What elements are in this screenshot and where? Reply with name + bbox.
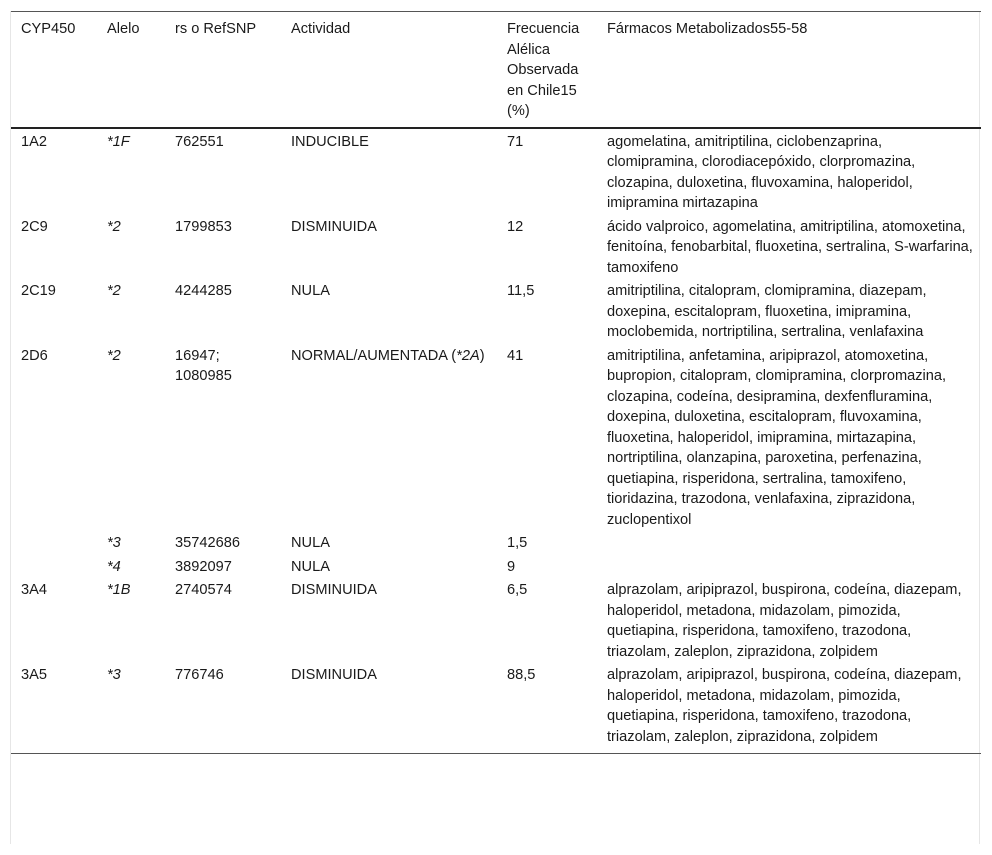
cell-farmacos: amitriptilina, citalopram, clomipramina, diazepam, doxepina, escitalopram, fluoxetina, imipramina, moclobemida, nortriptilina, sertralina, venlafaxina xyxy=(607,283,927,340)
table-header xyxy=(11,12,981,128)
cell-frecuencia: 41 xyxy=(507,347,524,364)
cell-frecuencia: 1,5 xyxy=(507,535,528,551)
cell-farmacos: ácido valproico, agomelatina, amitriptilina, atomoxetina, fenitoína, fenobarbital, fluoxetina, sertralina, S-warfarina, tamoxifeno xyxy=(607,218,973,276)
cell-actividad xyxy=(281,555,497,579)
table-container xyxy=(10,11,980,844)
actividad-value: DISMINUIDA xyxy=(291,218,377,235)
header-actividad: Actividad xyxy=(281,12,497,128)
cell-farmacos xyxy=(597,531,981,555)
cell-farmacos: agomelatina, amitriptilina, ciclobenzaprina, clomipramina, clorodiacepóxido, clorpromazina, clozapina, duloxetina, fluvoxamina, haloperidol, imipramina mirtazapina xyxy=(607,133,916,211)
cell-frecuencia: 88,5 xyxy=(497,663,597,754)
cell-alelo: *2 xyxy=(107,347,121,364)
cell-alelo: *3 xyxy=(97,663,165,754)
header-alelo: Alelo xyxy=(97,12,165,128)
actividad-value: NORMAL/AUMENTADA xyxy=(291,347,448,364)
actividad-value: NULA xyxy=(291,558,330,575)
cell-rs: 16947; 1080985 xyxy=(175,347,232,384)
cell-cyp450: 2D6 xyxy=(21,347,48,364)
actividad-value: NULA xyxy=(291,283,330,299)
table-row xyxy=(11,663,981,754)
cell-alelo: *2 xyxy=(107,283,121,299)
cell-cyp450: 2C19 xyxy=(21,283,56,299)
cell-rs: 1799853 xyxy=(175,218,232,235)
cell-alelo: *1F xyxy=(107,133,130,150)
cell-cyp450: 3A4 xyxy=(21,582,47,598)
cell-frecuencia: 9 xyxy=(507,558,516,575)
cell-farmacos xyxy=(597,555,981,579)
table-row xyxy=(11,279,981,344)
cell-rs: 35742686 xyxy=(175,535,240,551)
header-cyp450: CYP450 xyxy=(11,12,97,128)
cell-actividad xyxy=(281,128,497,215)
cell-cyp450: 2C9 xyxy=(21,218,48,235)
cell-actividad: NORMAL/AUMENTADA (*2A) xyxy=(291,347,485,364)
table-row xyxy=(11,555,981,579)
cell-alelo: *4 xyxy=(107,558,121,575)
cell-actividad xyxy=(281,578,497,663)
table-row xyxy=(11,215,981,280)
cell-actividad xyxy=(281,663,497,754)
header-farmacos: Fármacos Metabolizados55-58 xyxy=(597,12,981,128)
cyp450-table xyxy=(11,11,981,754)
table-row xyxy=(11,128,981,215)
cell-alelo: *1B xyxy=(107,582,131,598)
table-row xyxy=(11,578,981,663)
actividad-value: DISMINUIDA xyxy=(291,582,377,598)
cell-frecuencia: 12 xyxy=(507,218,524,235)
cell-farmacos: alprazolam, aripiprazol, buspirona, codeína, diazepam, haloperidol, metadona, midazolam, pimozida, quetiapina, risperidona, tamoxifeno, trazodona, triazolam, zaleplon, ziprazidona, zolpidem xyxy=(607,582,962,660)
cell-frecuencia: 11,5 xyxy=(507,283,535,299)
cell-actividad xyxy=(281,215,497,280)
cell-rs: 3892097 xyxy=(175,558,232,575)
cell-farmacos: amitriptilina, anfetamina, aripiprazol, atomoxetina, bupropion, citalopram, clomipramina, clorpromazina, clozapina, codeína, desipramina, dexfenfluramina, doxepina, duloxetina, escitalopram, fluvoxamina, fluoxetina, haloperidol, imipramina, mirtazapina, nortriptilina, olanzapina, paroxetina, perfenazina, quetiapina, risperidona, sertralina, tamoxifeno, tioridazina, trazodona, venlafaxina, ziprazidona, zuclopentixol xyxy=(607,347,947,528)
cell-frecuencia: 6,5 xyxy=(507,582,528,598)
cell-farmacos: alprazolam, aripiprazol, buspirona, codeína, diazepam, haloperidol, metadona, midazolam, pimozida, quetiapina, risperidona, tamoxifeno, trazodona, triazolam, zaleplon, ziprazidona, zolpidem xyxy=(597,663,981,754)
cell-rs: 776746 xyxy=(165,663,281,754)
cell-alelo: *3 xyxy=(107,535,121,551)
table-row xyxy=(11,344,981,532)
cell-rs: 762551 xyxy=(175,133,224,150)
actividad-value: INDUCIBLE xyxy=(291,133,369,150)
header-rs: rs o RefSNP xyxy=(165,12,281,128)
cell-cyp450: 3A5 xyxy=(11,663,97,754)
cell-rs: 4244285 xyxy=(175,283,232,299)
table-body xyxy=(11,128,981,754)
actividad-subtype: *2A xyxy=(456,347,480,364)
cell-cyp450 xyxy=(11,555,97,579)
cell-actividad xyxy=(281,531,497,555)
cell-alelo: *2 xyxy=(107,218,121,235)
table-row xyxy=(11,531,981,555)
cell-rs: 2740574 xyxy=(175,582,232,598)
header-frecuencia: Frecuencia Alélica Observada en Chile15 (%) xyxy=(497,12,597,128)
header-row xyxy=(11,12,981,128)
actividad-value: NULA xyxy=(291,535,330,551)
cell-frecuencia: 71 xyxy=(507,133,524,150)
cell-cyp450: 1A2 xyxy=(21,133,47,150)
cell-actividad xyxy=(281,279,497,344)
actividad-value: DISMINUIDA xyxy=(291,667,377,683)
cell-cyp450 xyxy=(11,531,97,555)
